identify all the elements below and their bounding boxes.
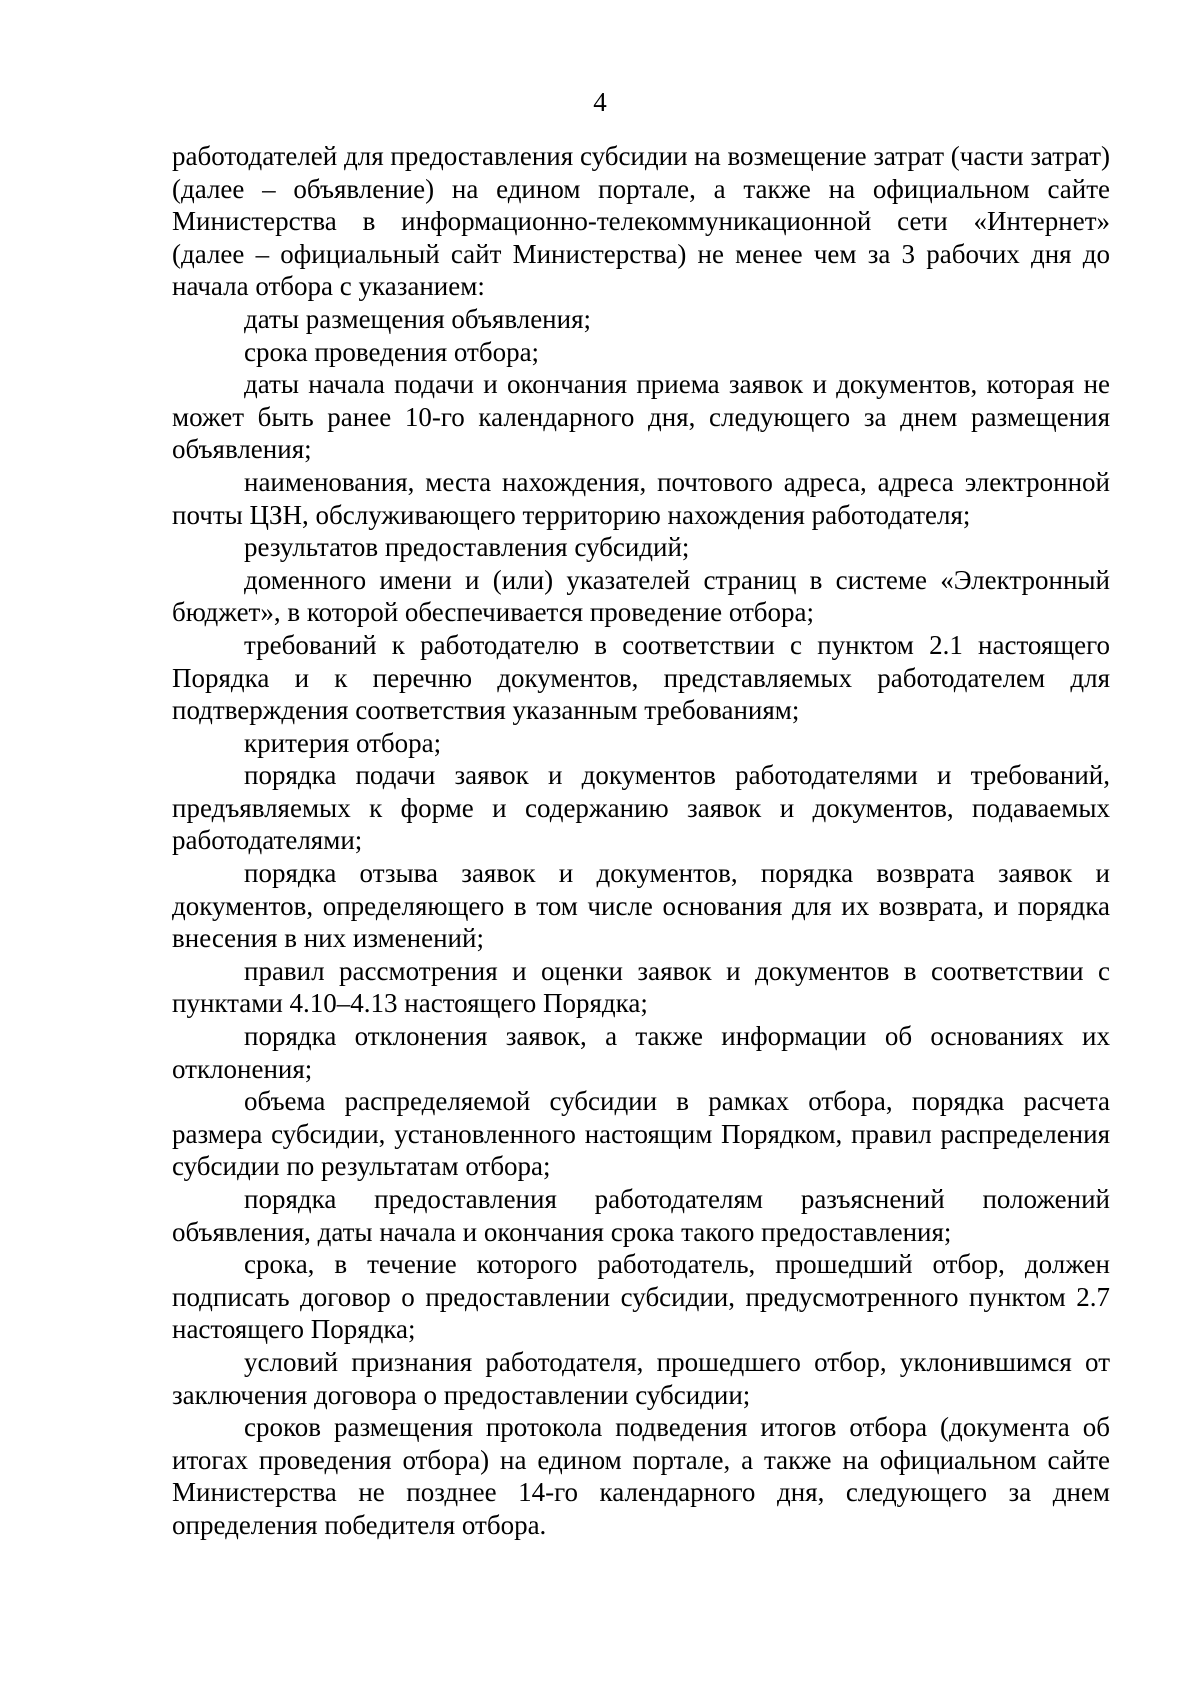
list-item-subsidy-volume: объема распределяемой субсидии в рамках отбора, порядка расчета размера субсидии, установленного настоящим Порядком, правил распределения субсидии по результатам отбора; [172, 1086, 1110, 1182]
document-body [172, 140, 1110, 1542]
list-item-czn-contacts: наименования, места нахождения, почтового адреса, адреса электронной почты ЦЗН, обслуживающего территорию нахождения работодателя; [172, 466, 1110, 530]
paragraph-intro: работодателей для предоставления субсидии на возмещение затрат (части затрат) (далее – объявление) на едином портале, а также на официальном сайте Министерства в информационно-телекоммуникационной сети «Интернет» (далее – официальный сайт Министерства) не менее чем за 3 рабочих дня до начала отбора с указанием: [172, 141, 1110, 302]
list-item-submission-procedure: порядка подачи заявок и документов работодателями и требований, предъявляемых к форме и содержанию заявок и документов, подаваемых работодателями; [172, 760, 1110, 856]
list-item-employer-requirements: требований к работодателю в соответствии с пунктом 2.1 настоящего Порядка и к перечню документов, представляемых работодателем для подтверждения соответствия указанным требованиям; [172, 629, 1110, 726]
list-item-evaluation-rules: правил рассмотрения и оценки заявок и документов в соответствии с пунктами 4.10–4.13 настоящего Порядка; [172, 955, 1110, 1019]
list-item-clarifications: порядка предоставления работодателям разъяснений положений объявления, даты начала и окончания срока такого предоставления; [172, 1184, 1110, 1247]
list-item-contract-signing-period: срока, в течение которого работодатель, прошедший отбор, должен подписать договор о предоставлении субсидии, предусмотренного пунктом 2.7 настоящего Порядка; [172, 1249, 1110, 1345]
page-number: 4 [593, 87, 607, 117]
list-item-publication-date: даты размещения объявления; [244, 303, 592, 334]
list-item-domain-name: доменного имени и (или) указателей страниц в системе «Электронный бюджет», в которой обеспечивается проведение отбора; [172, 564, 1110, 628]
list-item-evasion-conditions: условий признания работодателя, прошедшего отбор, уклонившимся от заключения договора о предоставлении субсидии; [172, 1346, 1110, 1410]
list-item-rejection-procedure: порядка отклонения заявок, а также информации об основаниях их отклонения; [172, 1021, 1110, 1084]
list-item-subsidy-results: результатов предоставления субсидий; [244, 532, 690, 563]
list-item-selection-period: срока проведения отбора; [244, 336, 540, 367]
list-item-selection-criterion: критерия отбора; [244, 727, 442, 758]
list-item-application-dates: даты начала подачи и окончания приема заявок и документов, которая не может быть ранее 10-го календарного дня, следующего за днем размещения объявления; [172, 369, 1110, 465]
list-item-withdrawal-procedure: порядка отзыва заявок и документов, порядка возврата заявок и документов, определяющего в том числе основания для их возврата, и порядка внесения в них изменений; [172, 858, 1110, 954]
list-item-protocol-publication: сроков размещения протокола подведения итогов отбора (документа об итогах проведения отбора) на едином портале, а также на официальном сайте Министерства не позднее 14-го календарного дня, следующего за днем определения победителя отбора. [172, 1412, 1110, 1540]
